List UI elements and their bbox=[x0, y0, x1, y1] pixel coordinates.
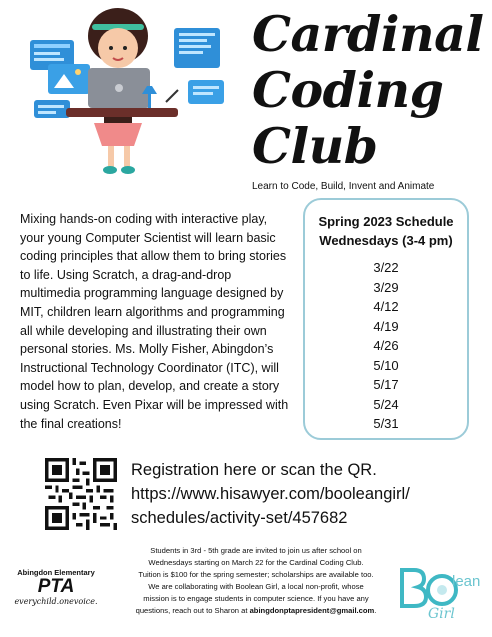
registration-heading: Registration here or scan the QR. bbox=[131, 461, 377, 479]
footer-line bbox=[110, 605, 402, 617]
schedule-date-list bbox=[305, 258, 467, 434]
schedule-heading-line: Spring 2023 Schedule bbox=[318, 214, 454, 229]
schedule-date: 5/31 bbox=[373, 416, 399, 431]
intro-paragraph: Mixing hands-on coding with interactive play, your young Computer Scientist will learn basic coding principles that allow them to bring stories to life. Using Scratch, a drag-and-drop multimedia programming language designed by MIT, children learn algorithms and programming all while developing and illustrating their own personal stories. Ms. Molly Fisher, Abingdon’s Instructional Technology Coordinator (ITC), will model how to plan, develop, and create a story using Scratch. Even Pixar will be impressed with the final creations! bbox=[20, 212, 289, 431]
footer-period: . bbox=[374, 606, 377, 615]
footer-line: We are collaborating with Boolean Girl, a local non-profit, whose bbox=[148, 582, 364, 591]
tagline: Learn to Code, Build, Invent and Animate bbox=[252, 181, 435, 192]
footer-line: Wednesdays starting on March 22 for the Cardinal Coding Club. bbox=[148, 558, 364, 567]
svg-text:lean: lean bbox=[452, 573, 481, 590]
contact-email-link[interactable]: abingdonptapresident@gmail.com bbox=[249, 606, 375, 615]
footer-line: Students in 3rd - 5th grade are invited to join us after school on bbox=[150, 546, 362, 555]
pta-slogan-part: voice. bbox=[73, 597, 98, 606]
pta-slogan bbox=[8, 597, 104, 606]
pta-logo bbox=[8, 568, 104, 620]
schedule-heading-line: Wednesdays (3-4 pm) bbox=[319, 233, 453, 248]
pta-mark: PTA bbox=[37, 576, 75, 597]
schedule-date: 5/24 bbox=[373, 396, 399, 412]
pta-slogan-part: every bbox=[14, 597, 37, 606]
footer-line: mission is to engage students in computer science. If you have any bbox=[143, 594, 369, 603]
page-title bbox=[252, 6, 488, 174]
registration-info bbox=[131, 458, 491, 530]
schedule-date: 4/26 bbox=[373, 338, 399, 353]
schedule-box bbox=[303, 198, 469, 440]
schedule-date: 3/22 bbox=[373, 260, 399, 275]
svg-text:Girl: Girl bbox=[428, 606, 455, 622]
pta-school-name: Abingdon Elementary bbox=[17, 568, 95, 577]
footer-line: Tuition is $100 for the spring semester; scholarships are available too. bbox=[138, 570, 374, 579]
schedule-heading bbox=[305, 212, 467, 250]
schedule-date: 4/12 bbox=[373, 299, 399, 314]
schedule-date: 3/29 bbox=[373, 279, 399, 295]
pta-slogan-part: one bbox=[59, 597, 74, 606]
footer-details bbox=[110, 545, 402, 617]
pta-slogan-part: child. bbox=[36, 597, 60, 606]
title-line: Club bbox=[252, 117, 378, 175]
qr-code[interactable] bbox=[45, 458, 117, 530]
schedule-date: 4/19 bbox=[373, 318, 399, 334]
registration-link[interactable]: https://www.hisawyer.com/booleangirl/ bbox=[131, 485, 410, 503]
girl-coding-illustration bbox=[28, 6, 228, 182]
schedule-date: 5/17 bbox=[373, 377, 399, 392]
boolean-girl-logo bbox=[398, 560, 484, 624]
title-line: Coding bbox=[252, 61, 444, 119]
schedule-date: 5/10 bbox=[373, 357, 399, 373]
title-line: Cardinal bbox=[252, 5, 484, 63]
registration-link-continued[interactable]: schedules/activity-set/457682 bbox=[131, 509, 348, 527]
footer-contact-text: questions, reach out to Sharon at bbox=[135, 606, 250, 615]
